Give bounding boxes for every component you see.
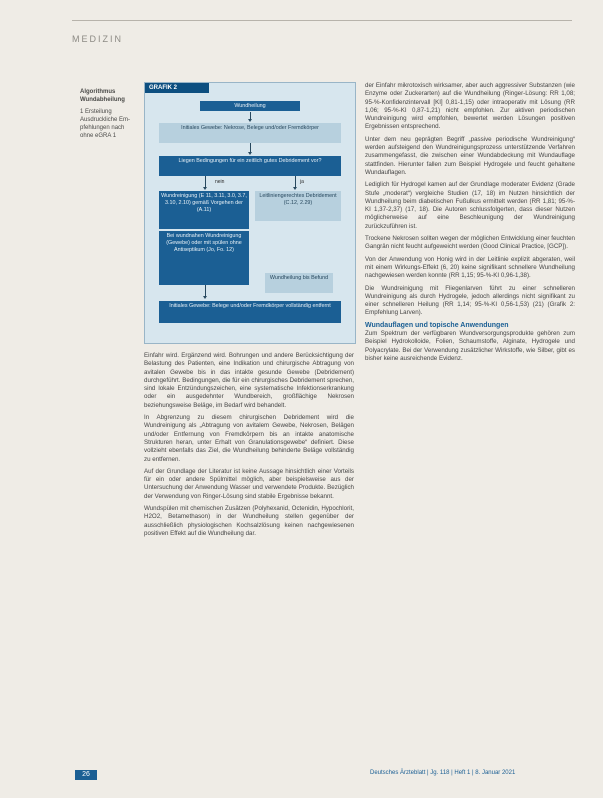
caption-text: 1 Ersteilung Ausdruckliche Empfehlungen nach ohne eGRA 1 [80, 109, 131, 139]
right-paragraph: Von der Anwendung von Honig wird in der Leitlinie explizit abgeraten, weil mit einem Wirkungs-Effekt (6, 20) keine signifikant schnellere Wundheilung nachgewiesen werden konnte (RR 1,15; 95-%-KI 0,96-1,38). [365, 255, 575, 280]
right-paragraph: Unter dem neu geprägten Begriff „passive periodische Wundreinigung“ werden aufsteigend den Wundreinigungsprozess unterstützende Verfahren zusammengefasst, die zwischen einer Wundabdeckung mit Wundauflage stattfinden. Hierunter fallen zum Beispiel Hydrogele und feucht gehaltene Wundauflagen. [365, 135, 575, 176]
left-paragraph: Einfahr wird. Ergänzend wird. Bohrungen und andere Berücksichtigung der Belastung des Patienten, eine Indikation und chirurgische Abtragung von avitalen Gewebe bis in das intakte gesunde Gewebe (Debridement) durchgeführt. Bedingungen, die für ein chirurgisches Debridement sprechen, sind lokale Entzündungszeichen, eine systematische Infektionserkrankung oder ein ausgedehnter Wundbereich, großflächige Nekrosen beziehungsweise Beläge, im Bedarf wird behandelt. [144, 352, 354, 409]
right-paragraph: Trockene Nekrosen sollten wegen der möglichen Entwicklung einer feuchten Gangrän nicht feucht aufgeweicht werden (Good Clinical Practice, [GCP]). [365, 235, 575, 251]
left-column [144, 352, 354, 542]
arrow-yes [295, 176, 296, 188]
label-no: nein [215, 179, 225, 185]
caption-title: Algorithmus Wundabheilung [80, 89, 125, 103]
box-conditions: Liegen Bedingungen für ein zeitlich gutes Debridement vor? [159, 156, 341, 176]
arrow-2 [250, 143, 251, 153]
right-column [365, 82, 575, 367]
box-debridement: Leitliniengerechtes Debridement (C.12, 2.29) [255, 191, 341, 221]
arrow-3 [205, 285, 206, 297]
arrow-no [205, 176, 206, 188]
left-paragraph: In Abgrenzung zu diesem chirurgischen Debridement wird die Wundreinigung als „Abtragung von avitalem Gewebe, Nekrosen, Belägen und/oder Entfernung von Fremdkörpern bis an intakte anatomische Strukturen heran, unter Erhalt von Granulationsgewebe“ definiert. Diese vollzieht ebenfalls das Ziel, die Wundheilung behinderte Beläge vollständig zu entfernen. [144, 414, 354, 463]
journal-footer: Deutsches Ärzteblatt | Jg. 118 | Heft 1 | 8. Januar 2021 [370, 770, 516, 776]
box-wundreinigung: Wundreinigung (E 11, 3.11, 3.0, 3.7, 3.10, 2.10) gemäß Vorgehen der (A.11) [159, 191, 249, 229]
left-paragraph: Auf der Grundlage der Literatur ist keine Aussage hinsichtlich einer Vorteils für ein oder andere Spülmittel möglich, aber beispielsweise aus der Untersuchung der Anwendung Wasser und verwendete Produkte. Bezüglich der Verwendung von Ringer-Lösung sind stabile Ergebnisse bekannt. [144, 467, 354, 500]
section-label: MEDIZIN [72, 34, 123, 44]
flowchart-graphic [144, 82, 356, 344]
right-paragraph: Lediglich für Hydrogel kamen auf der Grundlage moderater Evidenz (Grade Stufe „moderat“) vergleiche Studien (17, 18) im Nutzen hinsichtlich der Wundheilung beim diabetischen Fußulkus ermittelt werden (RR 1,81; 95-%-KI 1,37-2,37) (17, 18). Die Autoren schlussfolgerten, dass dieser Nutzen möglicherweise auf eine Beschleunigung der Wundreinigung zurückzuführen ist. [365, 181, 575, 230]
right-paragraph: der Einfahr mikrotoxisch wirksamer, aber auch aggressiver Substanzen (wie Enzyme oder Zuckerarten) auf die Wundheilung (Ringer-Lösung: RR 1,08; 95-%-Konfidenzintervall [KI] 0,81-1,15) oder intraoperativ mit Lösung (RR 1,06; 95-%-KI 0,87-1,21) nicht empfohlen. Zur aktiven periodischen Wundreinigung wird empfohlen, bewertet werden Lösungen positiven Ergebnissen entsprechend. [365, 82, 575, 131]
box-initial-tissue: Initiales Gewebe: Nekrose, Belege und/oder Fremdkörper [159, 123, 341, 143]
right-paragraph: Zum Spektrum der verfügbaren Wundversorgungsprodukte gehören zum Beispiel Hydrokolloide, Folien, Schaumstoffe, Alginate, Hydrogele und Polyacrylate. Bei der Verwendung zusätzlicher Wirkstoffe, wie Silber, gibt es bisher keine ausreichende Evidenz. [365, 330, 575, 362]
box-wundheilung: Wundheilung [200, 101, 300, 111]
box-befund: Wundheilung bis Befund [265, 273, 333, 293]
arrow-1 [250, 112, 251, 120]
label-yes: ja [300, 179, 304, 185]
page-number: 26 [75, 770, 97, 780]
header-rule [72, 20, 572, 21]
box-final: Initiales Gewebe: Belege und/oder Fremdkörper vollständig entfernt [159, 301, 341, 323]
left-paragraph: Wundspülen mit chemischen Zusätzen (Polyhexanid, Octenidin, Hypochlorit, H2O2, Betamethason) in der Wundheilung stellen gegenüber der ausschließlich physiologischen Kochsalzlösung keinen nachgewiesenen positiven Effekt auf die Wundheilung dar. [144, 505, 354, 537]
box-wundnah: Bei wundnahen Wundreinigung (Gewebe) oder mit spülen ohne Antiseptikum (Jo, Fo. 12) [159, 231, 249, 285]
graphic-caption [80, 88, 138, 140]
right-paragraph: Die Wundreinigung mit Fliegenlarven führt zu einer schnelleren Wundreinigung als durch Hydrogele, jedoch allerdings nicht signifikant zu einer schnelleren Heilung (RR 1,14; 95-%-KI 0,56-1,53) (21) (Grafik 2: Empfehlung Larven). [365, 284, 575, 317]
graphic-label: GRAFIK 2 [145, 83, 209, 93]
section-subhead: Wundauflagen und topische Anwendungen [365, 321, 509, 329]
